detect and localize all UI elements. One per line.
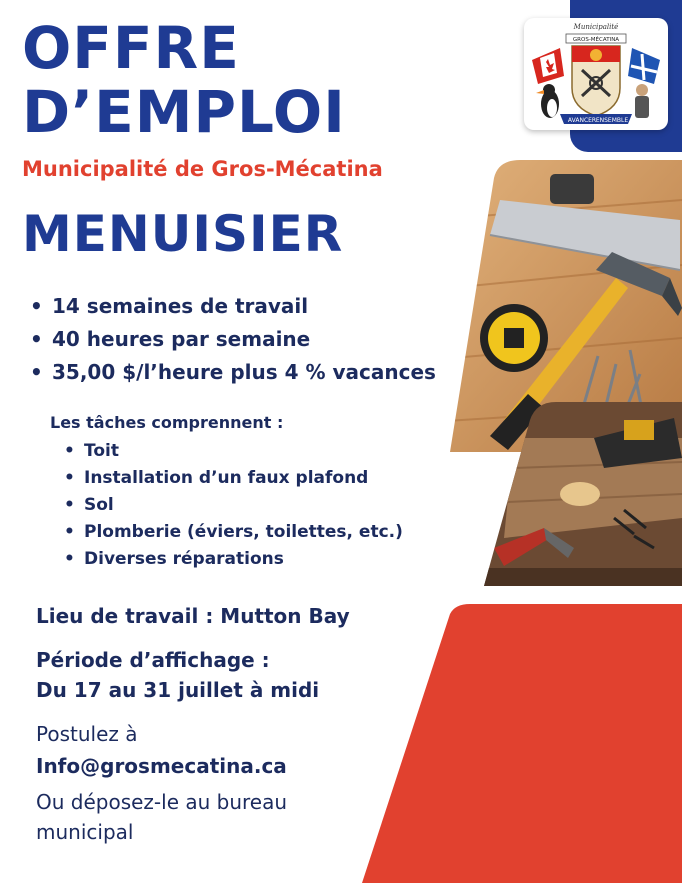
municipality-name: Municipalité de Gros-Mécatina xyxy=(22,157,383,181)
task-item: • Installation d’un faux plafond xyxy=(64,465,403,492)
posting-period-dates: Du 17 au 31 juillet à midi xyxy=(36,678,320,702)
tools-photo-workshop xyxy=(484,398,682,586)
crest-motto-right: ENSEMBLE xyxy=(595,117,629,124)
task-item: • Sol xyxy=(64,492,403,519)
task-item: • Toit xyxy=(64,438,403,465)
workplace: Lieu de travail : Mutton Bay xyxy=(36,604,350,628)
apply-email[interactable]: Info@grosmecatina.ca xyxy=(36,754,287,778)
tasks-heading: Les tâches comprennent : xyxy=(50,413,284,432)
job-title: MENUISIER xyxy=(22,205,344,263)
municipal-crest xyxy=(524,18,668,130)
condition-item: • 35,00 $/l’heure plus 4 % vacances xyxy=(30,356,436,389)
posting-period-label: Période d’affichage : xyxy=(36,648,270,672)
crest-top-text: Municipalité xyxy=(573,23,619,31)
apply-label: Postulez à xyxy=(36,722,138,746)
drop-off-line-2: municipal xyxy=(36,820,134,844)
conditions-list xyxy=(30,290,436,389)
condition-item: • 40 heures par semaine xyxy=(30,323,436,356)
condition-item: • 14 semaines de travail xyxy=(30,290,436,323)
task-item: • Diverses réparations xyxy=(64,546,403,573)
drop-off-line-1: Ou déposez-le au bureau xyxy=(36,790,288,814)
crest-banner-text: GROS-MÉCATINA xyxy=(572,37,620,43)
page-title xyxy=(22,16,346,144)
tasks-list xyxy=(64,438,403,573)
title-line-1: OFFRE xyxy=(22,14,240,82)
title-line-2: D’EMPLOI xyxy=(22,78,346,146)
crest-motto-left: AVANCER xyxy=(567,117,597,124)
task-item: • Plomberie (éviers, toilettes, etc.) xyxy=(64,519,403,546)
